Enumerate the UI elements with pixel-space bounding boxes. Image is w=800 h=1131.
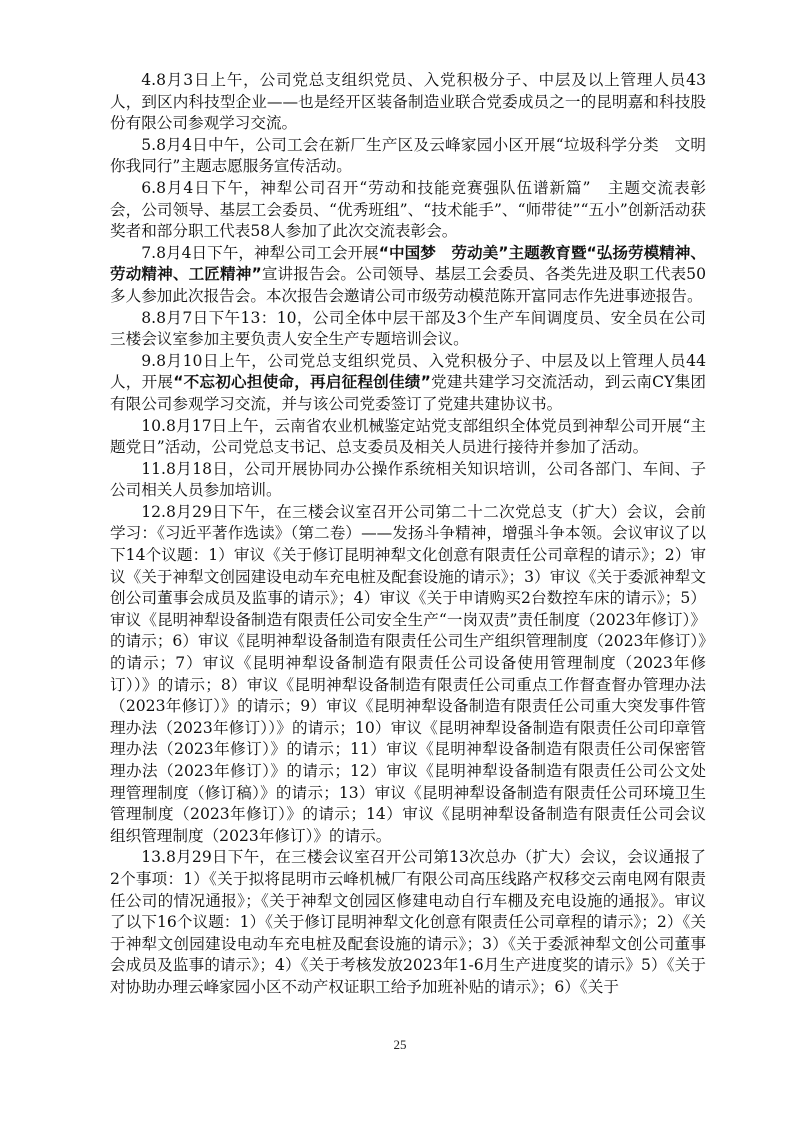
bold-phrase: “中国梦 劳动美”主题教育暨“弘扬劳模精神、劳动精神、工匠精神” [110,243,706,284]
paragraph-text: 5.8月4日中午，公司工会在新厂生产区及云峰家园小区开展“垃圾科学分类 文明你我同行”主题志愿服务宣传活动。 [110,135,706,176]
paragraph-text: 8.8月7日下午13：10，公司全体中层干部及3个生产车间调度员、安全员在公司三楼会议室参加主要负责人安全生产专题培训会议。 [110,308,706,349]
paragraph-text: 11.8月18日，公司开展协同办公操作系统相关知识培训，公司各部门、车间、子公司相关人员参加培训。 [110,459,706,500]
paragraph-p7 [110,243,706,308]
paragraph-p12 [110,502,706,848]
paragraph-p9 [110,351,706,416]
bold-phrase: “不忘初心担使命，再启征程创佳绩” [173,373,431,392]
paragraph-text: 7.8月4日下午，神犁公司工会开展 [141,243,379,262]
paragraph-text: 宣讲报告会。公司领导、基层工会委员、各类先进及职工代表50多人参加此次报告会。本次报告会邀请公司市级劳动模范陈开富同志作先进事迹报告。 [110,265,707,305]
paragraph-text: 党建共建学习交流活动，到云南CY集团有限公司参观学习交流，并与该公司党委签订了党建共建协议书。 [110,373,706,413]
paragraph-text: 12.8月29日下午，在三楼会议室召开公司第二十二次党总支（扩大）会议，会前学习：《习近平著作选读》（第二卷）——发扬斗争精神，增强斗争本领。会议审议了以下14个议题：1）审议《关于修订昆明神犁文化创意有限责任公司章程的请示》；2）审议《关于神犁文创园建设电动车充电桩及配套设施的请示》；3）审议《关于委派神犁文创公司董事会成员及监事的请示》；4）审议《关于申请购买2台数控车床的请示》；5）审议《昆明神犁设备制造有限责任公司安全生产“一岗双责”责任制度（2023年修订）》的请示；6）审议《昆明神犁设备制造有限责任公司生产组织管理制度（2023年修订）》的请示；7）审议《昆明神犁设备制造有限责任公司设备使用管理制度（2023年修订））》的请示；8）审议《昆明神犁设备制造有限责任公司重点工作督查督办管理办法（2023年修订）》的请示；9）审议《昆明神犁设备制造有限责任公司重大突发事件管理办法（2023年修订））》的请示；10）审议《昆明神犁设备制造有限责任公司印章管理办法（2023年修订）》的请示；11）审议《昆明神犁设备制造有限责任公司保密管理办法（2023年修订）》的请示；12）审议《昆明神犁设备制造有限责任公司公文处理管理制度（修订稿）》的请示；13）审议《昆明神犁设备制造有限责任公司环境卫生管理制度（2023年修订）》的请示；14）审议《昆明神犁设备制造有限责任公司会议组织管理制度（2023年修订）》的请示。 [110,502,706,845]
paragraph-p6 [110,178,706,243]
paragraph-p4 [110,70,706,135]
paragraph-p5 [110,135,706,178]
paragraph-p13 [110,847,706,998]
paragraph-text: 6.8月4日下午，神犁公司召开“劳动和技能竞赛强队伍谱新篇” 主题交流表彰会，公司领导、基层工会委员、“优秀班组”、“技术能手”、“师带徒”“五小”创新活动获奖者和部分职工代表58人参加了此次交流表彰会。 [110,178,706,241]
paragraph-p8 [110,308,706,351]
page-number: 25 [393,1037,407,1052]
document-body [110,70,706,999]
paragraph-text: 10.8月17日上午，云南省农业机械鉴定站党支部组织全体党员到神犁公司开展“主题党日”活动，公司党总支书记、总支委员及相关人员进行接待并参加了活动。 [110,416,706,457]
paragraph-p10 [110,416,706,459]
paragraph-p11 [110,459,706,502]
paragraph-text: 13.8月29日下午，在三楼会议室召开公司第13次总办（扩大）会议，会议通报了2个事项：1）《关于拟将昆明市云峰机械厂有限公司高压线路产权移交云南电网有限责任公司的情况通报》；《关于神犁文创园区修建电动自行车棚及充电设施的通报》。审议了以下16个议题：1）《关于修订昆明神犁文化创意有限责任公司章程的请示》；2）《关于神犁文创园建设电动车充电桩及配套设施的请示》；3）《关于委派神犁文创公司董事会成员及监事的请示》；4）《关于考核发放2023年1-6月生产进度奖的请示》5）《关于对协助办理云峰家园小区不动产权证职工给予加班补贴的请示》；6）《关于 [110,848,706,996]
paragraph-text: 9.8月10日上午，公司党总支组织党员、入党积极分子、中层及以上管理人员44人，开展 [110,351,706,392]
paragraph-text: 4.8月3日上午，公司党总支组织党员、入党积极分子、中层及以上管理人员43人，到区内科技型企业——也是经开区装备制造业联合党委成员之一的昆明嘉和科技股份有限公司参观学习交流。 [110,71,706,133]
